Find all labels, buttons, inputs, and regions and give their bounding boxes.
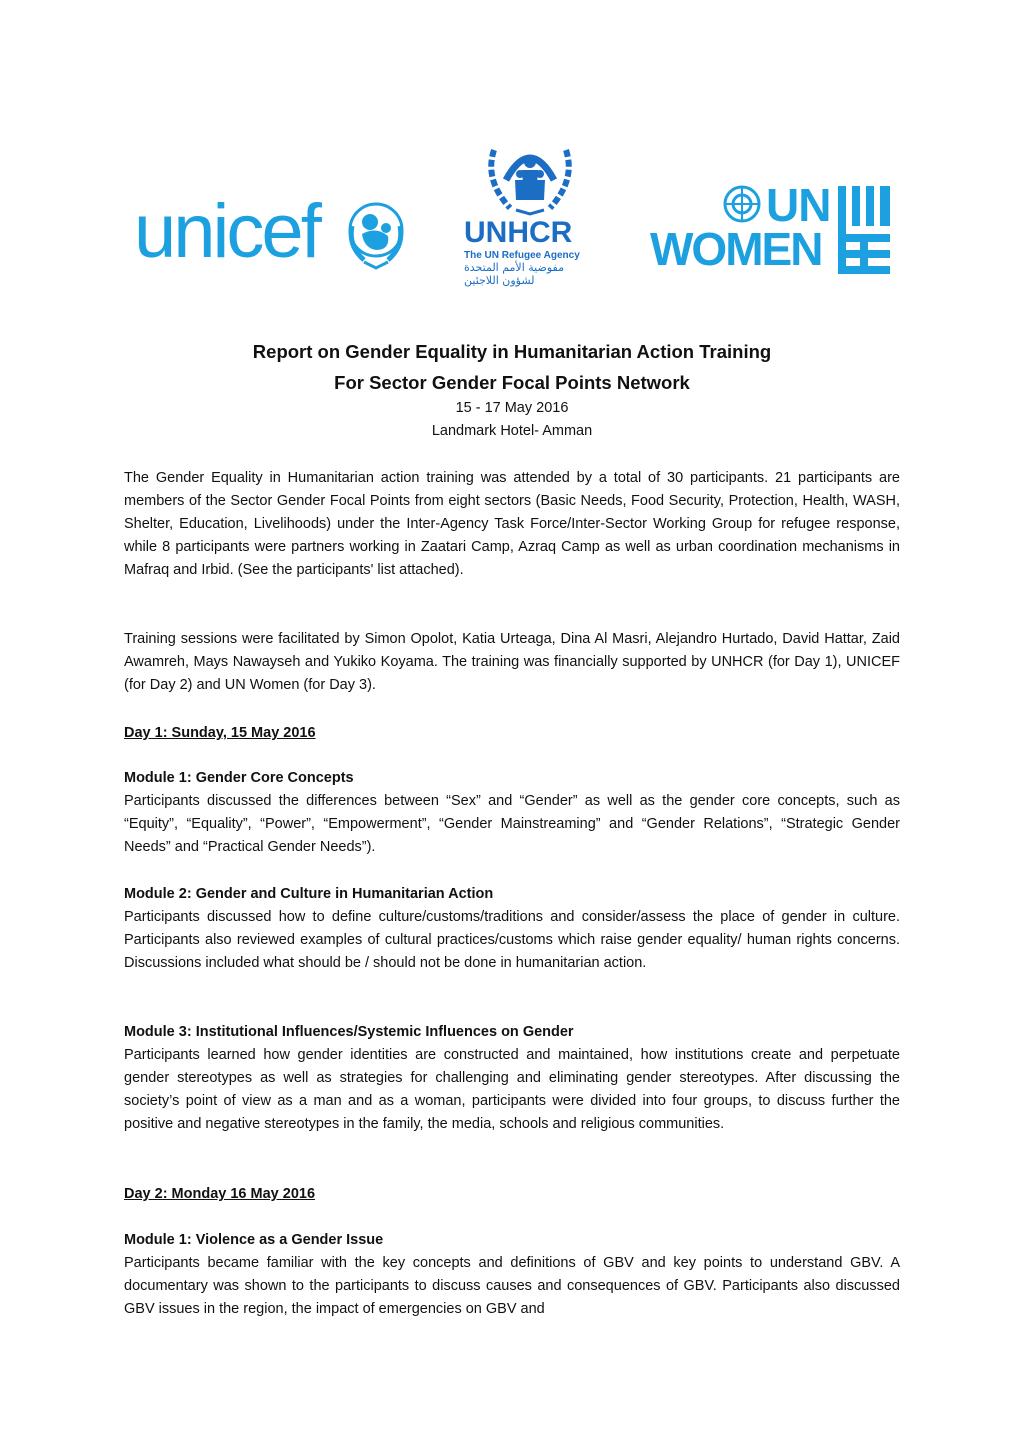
un-emblem-icon — [722, 184, 762, 224]
unwomen-symbol-icon — [838, 184, 894, 276]
day2-module1-text: Participants became familiar with the key concepts and definitions of GBV and key points to understand GBV. A documentary was shown to the participants to discuss causes and consequences of GBV. Participants also discussed GBV issues in the region, the impact of emergencies on GBV and — [124, 1255, 900, 1317]
day2-module1-title: Module 1: Violence as a Gender Issue — [124, 1232, 384, 1248]
unicef-emblem-icon — [336, 196, 416, 272]
unhcr-tagline: The UN Refugee Agency — [464, 250, 580, 261]
report-subtitle: For Sector Gender Focal Points Network — [334, 372, 690, 393]
facilitators-paragraph — [124, 628, 900, 697]
partner-logos — [0, 120, 1024, 290]
unhcr-logo — [464, 130, 594, 287]
day2-module1 — [124, 1229, 900, 1321]
report-dates: 15 - 17 May 2016 — [455, 400, 569, 416]
unwomen-logo — [650, 179, 900, 280]
day1-module1-text: Participants discussed the differences between “Sex” and “Gender” as well as the gender core concepts, such as “Equity”, “Equality”, “Power”, “Empowerment”, “Gender Mainstreaming” and “Gender Relations”, “Strategic Gender Needs” and “Practical Gender Needs”). — [124, 793, 900, 855]
day1-module3-title: Module 3: Institutional Influences/Systemic Influences on Gender — [124, 1024, 574, 1040]
intro-paragraph — [124, 467, 900, 582]
unicef-wordmark: unicef — [134, 189, 319, 274]
unwomen-wordmark-top: UN — [766, 179, 831, 231]
day1-module3 — [124, 1021, 900, 1136]
day1-module2-title: Module 2: Gender and Culture in Humanitarian Action — [124, 886, 494, 902]
day1-module1 — [124, 767, 900, 859]
facilitators-text: Training sessions were facilitated by Simon Opolot, Katia Urteaga, Dina Al Masri, Alejandro Hurtado, David Hattar, Zaid Awamreh, Mays Nawayseh and Yukiko Koyama. The training was financially supported by UNHCR (for Day 1), UNICEF (for Day 2) and UN Women (for Day 3). — [124, 631, 900, 693]
report-title: Report on Gender Equality in Humanitarian Action Training — [252, 341, 772, 362]
day2-section — [124, 1183, 900, 1206]
day2-heading: Day 2: Monday 16 May 2016 — [124, 1186, 316, 1202]
day1-section — [124, 722, 900, 745]
day1-module2-text: Participants discussed how to define culture/customs/traditions and consider/assess the place of gender in culture. Participants also reviewed examples of cultural practices/customs which raise gender equality/ human rights concerns. Discussions included what should be / should not be done in humanitarian action. — [124, 909, 900, 971]
intro-text: The Gender Equality in Humanitarian action training was attended by a total of 30 participants. 21 participants are members of the Sector Gender Focal Points from eight sectors (Basic Needs, Food Security, Protection, Health, WASH, Shelter, Education, Livelihoods) under the Inter-Agency Task Force/Inter-Sector Working Group for refugee response, while 8 participants were partners working in Zaatari Camp, Azraq Camp as well as urban coordination mechanisms in Mafraq and Irbid. (See the participants' list attached). — [124, 470, 900, 578]
day1-module1-title: Module 1: Gender Core Concepts — [124, 770, 354, 786]
unwomen-wordmark-bottom: WOMEN — [650, 223, 822, 275]
unhcr-arabic-tagline: مفوضية الأمم المتحدة لشؤون اللاجئين — [464, 261, 564, 287]
day1-heading: Day 1: Sunday, 15 May 2016 — [124, 725, 316, 741]
day1-module2 — [124, 883, 900, 975]
unhcr-emblem-icon — [480, 130, 580, 216]
report-venue: Landmark Hotel- Amman — [431, 423, 593, 439]
unhcr-wordmark: UNHCR — [464, 216, 573, 249]
day1-module3-text: Participants learned how gender identities are constructed and maintained, how institutions create and perpetuate gender stereotypes as well as strategies for challenging and eliminating gender stereotypes. After discussing the society’s point of view as a man and as a woman, participants were divided into four groups, to discuss further the positive and negative stereotypes in the family, the media, schools and religious communities. — [124, 1047, 900, 1132]
